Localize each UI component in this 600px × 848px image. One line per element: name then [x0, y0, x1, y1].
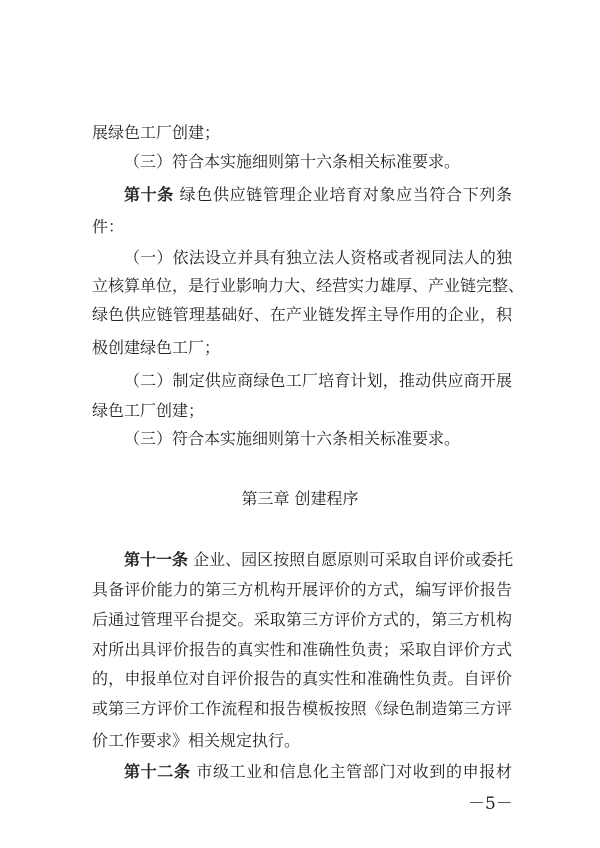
text-line: 立核算单位，是行业影响力大、经营实力雄厚、产业链完整、 [92, 276, 525, 295]
article-10-line: 第十条 绿色供应链管理企业培育对象应当符合下列条 [124, 185, 512, 204]
text-line: 件： [92, 217, 125, 236]
text-line: 或第三方评价工作流程和报告模板按照《绿色制造第三方评 [92, 699, 512, 718]
text-line: （三）符合本实施细则第十六条相关标准要求。 [124, 152, 461, 171]
article-title: 第十二条 [124, 762, 191, 781]
text-line: 对所出具评价报告的真实性和准确性负责；采取自评价方式 [92, 640, 512, 659]
text-line: （二）制定供应商绿色工厂培育计划，推动供应商开展 [124, 371, 512, 390]
article-12-line: 第十二条 市级工业和信息化主管部门对收到的申报材 [124, 762, 512, 781]
text-line: 极创建绿色工厂； [92, 338, 221, 357]
text-line: 绿色工厂创建； [92, 401, 205, 420]
text-line: 的，申报单位对自评价报告的真实性和准确性负责。自评价 [92, 669, 512, 688]
page-number: －5－ [468, 794, 513, 814]
chapter-heading: 第三章 创建程序 [241, 489, 359, 508]
article-title: 第十条 [124, 185, 174, 204]
text-line: 展绿色工厂创建； [92, 123, 221, 142]
article-title: 第十一条 [124, 550, 189, 569]
text-line: 后通过管理平台提交。采取第三方评价方式的，第三方机构 [92, 610, 512, 629]
text-line: 绿色供应链管理基础好、在产业链发挥主导作用的企业，积 [92, 305, 512, 324]
article-11-line: 第十一条 企业、园区按照自愿原则可采取自评价或委托 [124, 550, 514, 569]
text-line: 具备评价能力的第三方机构开展评价的方式，编写评价报告 [92, 580, 512, 599]
text-line: （一）依法设立并具有独立法人资格或者视同法人的独 [124, 248, 512, 267]
text-line: （三）符合本实施细则第十六条相关标准要求。 [124, 429, 461, 448]
text-line: 价工作要求》相关规定执行。 [92, 731, 301, 750]
